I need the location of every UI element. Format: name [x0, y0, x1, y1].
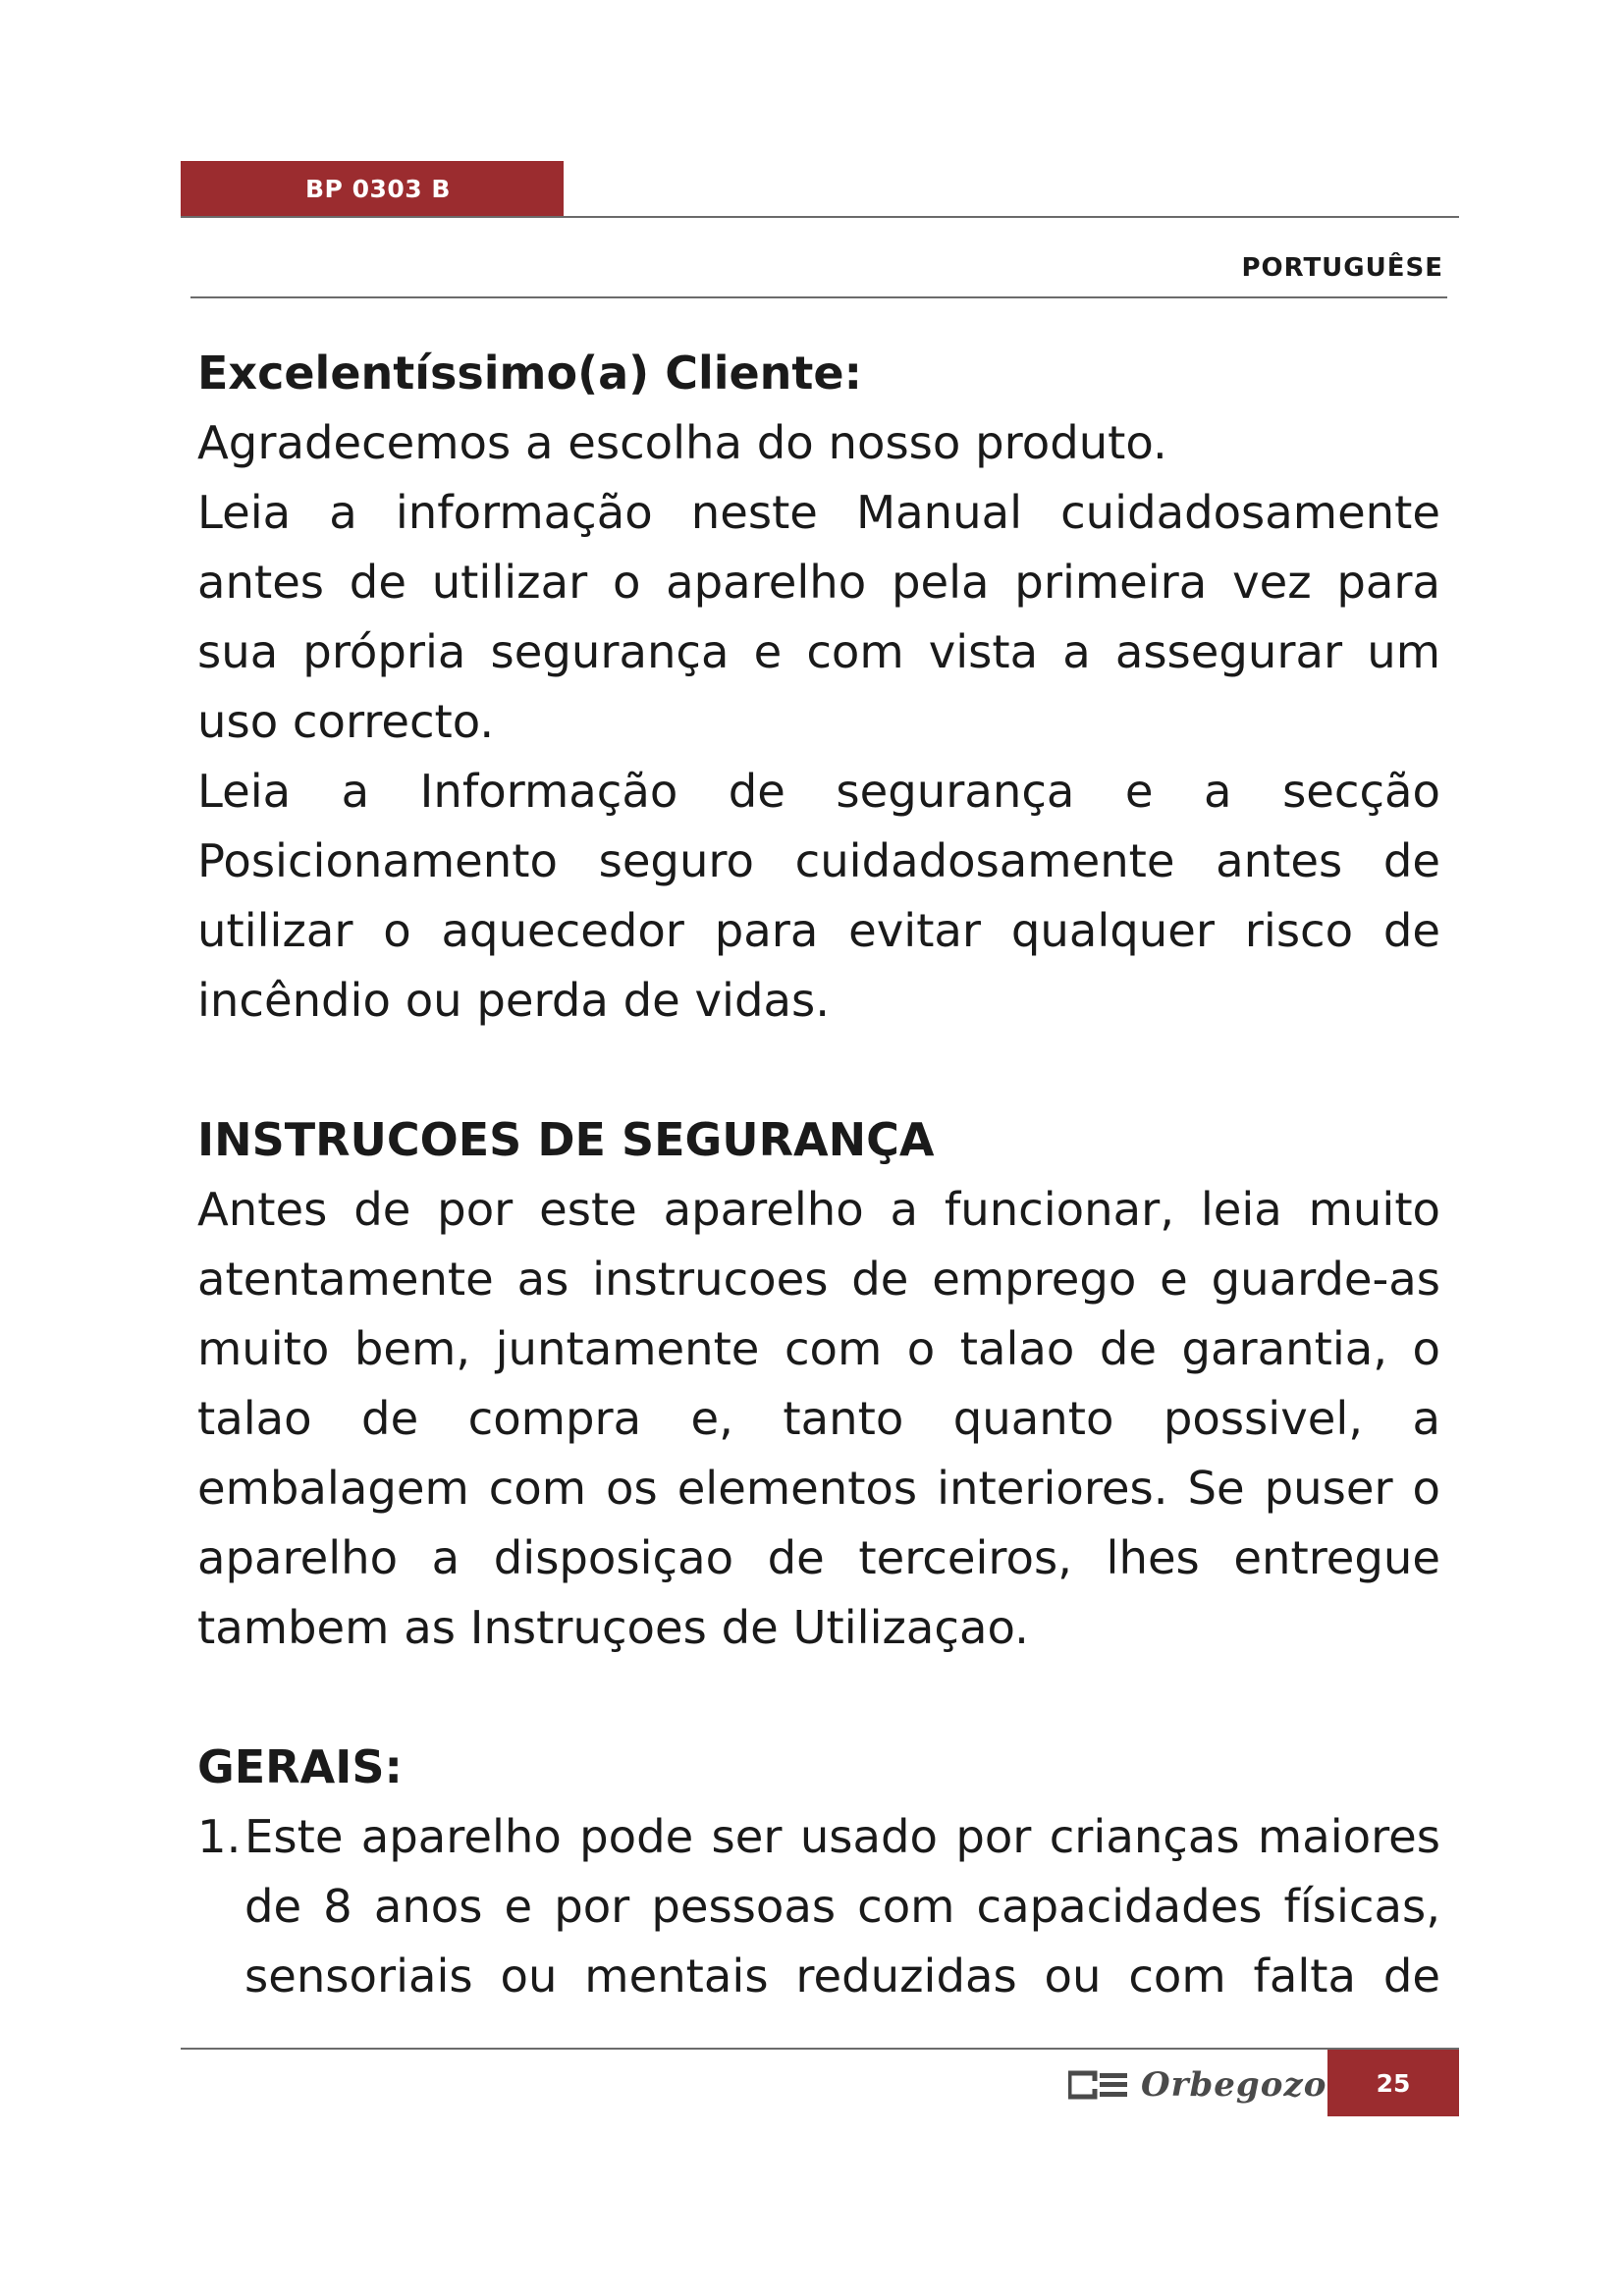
page-number: 25 — [1376, 2068, 1411, 2098]
safety-paragraph: Antes de por este aparelho a funcionar, leia muito atentamente as instrucoes de emprego e guarde-as muito bem, juntamente com o talao de garantia, o talao de compra e, tanto quanto possivel, a embalagem com os elementos interiores. Se puser o aparelho a disposiçao de terceiros, lhes entregue tambem as Instruçoes de Utilizaçao. — [197, 1183, 1440, 1654]
page-content — [197, 339, 1440, 2011]
list-item-number: 1. — [197, 1810, 242, 1863]
thanks-paragraph: Agradecemos a escolha do nosso produto. — [197, 416, 1167, 469]
language-label: PORTUGUÊSE — [1241, 253, 1443, 283]
safety-reading-paragraph: Leia a Informação de segurança e a secção Posicionamento seguro cuidadosamente antes de utilizar o aquecedor para evitar qualquer risco de incêndio ou perda de vidas. — [197, 765, 1440, 1027]
general-list — [197, 1802, 1440, 2011]
header-rule — [181, 216, 1459, 218]
brand-logo — [1068, 2063, 1326, 2107]
brand-name: Orbegozo — [1141, 2065, 1327, 2105]
greeting-heading: Excelentíssimo(a) Cliente: — [197, 347, 863, 400]
orbegozo-logo-icon — [1068, 2070, 1129, 2100]
safety-heading: INSTRUCOES DE SEGURANÇA — [197, 1113, 935, 1166]
list-item — [197, 1802, 1440, 2011]
model-tab — [181, 161, 564, 216]
intro-paragraph: Leia a informação neste Manual cuidadosamente antes de utilizar o aparelho pela primeira vez para sua própria segurança e com vista a assegurar um uso correcto. — [197, 486, 1440, 748]
model-label: BP 0303 B — [305, 174, 451, 203]
spacer — [197, 1036, 1440, 1105]
page-number-tab — [1327, 2050, 1459, 2116]
footer-rule — [181, 2048, 1459, 2050]
general-heading: GERAIS: — [197, 1740, 403, 1793]
header-subrule — [190, 296, 1447, 298]
list-item-text: Este aparelho pode ser usado por crianças maiores de 8 anos e por pessoas com capacidades físicas, sensoriais ou mentais reduzidas ou com falta de — [244, 1810, 1440, 2002]
spacer — [197, 1663, 1440, 1733]
